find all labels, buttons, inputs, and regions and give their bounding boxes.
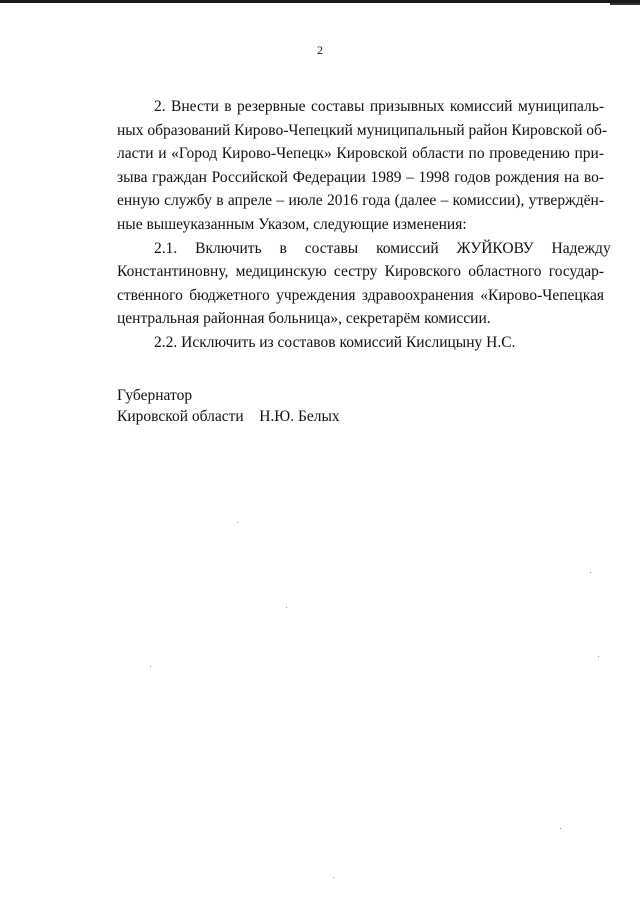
scan-speck — [598, 656, 599, 657]
scan-speck — [590, 572, 591, 573]
top-border-line — [0, 0, 640, 3]
signature-block — [117, 385, 340, 427]
document-body — [117, 95, 611, 355]
text-line: ных образований Кирово-Чепецкий муниципальный район Кировской об- — [117, 121, 608, 139]
scan-speck — [237, 522, 238, 523]
text-line: енную службу в апреле – июле 2016 года (далее – комиссии), утверждён- — [117, 192, 604, 210]
top-border-tail — [610, 3, 640, 5]
scan-speck — [286, 607, 287, 608]
text-line: 2.1. Включить в составы комиссий ЖУЙКОВУ Надежду — [154, 239, 611, 257]
signature-region-and-name: Кировской области Н.Ю. Белых — [117, 408, 340, 425]
scan-speck — [560, 828, 561, 829]
paragraph-2-1 — [117, 237, 611, 331]
scan-speck — [150, 666, 151, 667]
paragraph-2 — [117, 95, 608, 237]
text-line: 2.2. Исключить из составов комиссий Кислицыну Н.С. — [154, 333, 516, 351]
text-line: ласти и «Город Кирово-Чепецк» Кировской области по проведению при- — [117, 145, 604, 163]
paragraph-2-2 — [117, 331, 604, 355]
signature-title: Губернатор — [117, 387, 193, 404]
page-number: 2 — [317, 43, 323, 57]
text-line: ственного бюджетного учреждения здравоохранения «Кирово-Чепецкая — [117, 286, 604, 304]
text-line: центральная районная больница», секретарём комиссии. — [117, 310, 491, 328]
text-line: зыва граждан Российской Федерации 1989 – 1998 годов рождения на во- — [117, 168, 604, 186]
scan-speck — [333, 877, 334, 878]
text-line: 2. Внести в резервные составы призывных комиссий муниципаль- — [154, 98, 604, 115]
text-line: ные вышеуказанным Указом, следующие изменения: — [117, 215, 467, 233]
text-line: Константиновну, медицинскую сестру Кировского областного государ- — [117, 263, 604, 281]
